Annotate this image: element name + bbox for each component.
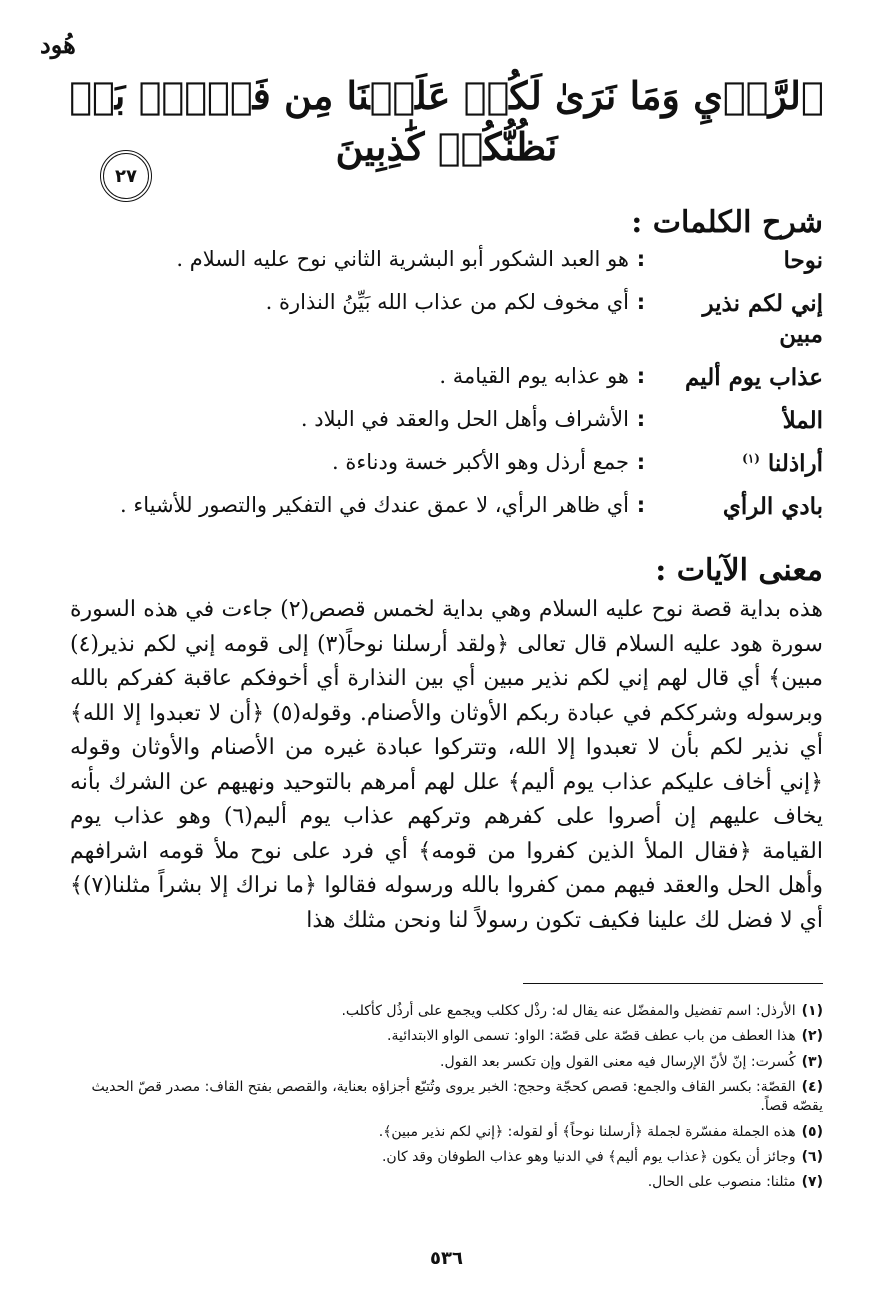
- footnote-text: هذه الجملة مفسّرة لجملة ﴿أرسلنا نوحاً﴾ أو لقوله: ﴿إني لكم نذير مبين﴾.: [378, 1123, 796, 1140]
- vocab-definition: الأشراف وأهل الحل والعقد في البلاد .: [300, 407, 629, 432]
- footnote-text: هذا العطف من باب عطف قصّة على قصّة: الواو: تسمى الواو الابتدائية.: [387, 1028, 796, 1045]
- footnote-number: (١): [801, 1003, 823, 1019]
- vocab-term: نوحا: [783, 247, 823, 274]
- footnote: [70, 1173, 823, 1192]
- footnote-divider: [523, 983, 823, 984]
- vocab-term: إني لكم نذير مبين: [702, 290, 823, 349]
- vocab-term: أراذلنا: [767, 450, 823, 478]
- vocab-definition: هو عذابه يوم القيامة .: [439, 364, 629, 389]
- footnote: [70, 1078, 823, 1117]
- vocab-row: [70, 245, 823, 276]
- footnote-text: وجائز أن يكون ﴿عذاب يوم أليم﴾ في الدنيا وهو عذاب الطوفان وقد كان.: [381, 1148, 796, 1165]
- footnote-number: (٢): [801, 1028, 823, 1045]
- footnote-number: (٣): [801, 1053, 823, 1070]
- vocab-colon: :: [636, 290, 646, 315]
- footnote-text: كُسرت: إنّ لأنّ الإرسال فيه معنى القول وإن تكسر بعد القول.: [440, 1053, 796, 1070]
- vocab-section-title: شرح الكلمات :: [631, 205, 823, 240]
- vocab-list: [70, 245, 823, 534]
- surah-header: هُود: [40, 30, 76, 59]
- vocab-row: [70, 405, 823, 436]
- footnote-marker: (١): [742, 451, 760, 466]
- footnote-text: الأرذل: اسم تفضيل والمفضّل عنه يقال له: رذْل ككلب ويجمع على أرذُل كأكلب.: [341, 1003, 796, 1019]
- meaning-paragraph: هذه بداية قصة نوح عليه السلام وهي بداية لخمس قصص(٢) جاءت في هذه السورة سورة هود عليه السلام قال تعالى ﴿ولقد أرسلنا نوحاً(٣) إلى قومه إني لكم نذير(٤) مبين﴾ أي قال لهم إني لكم نذير مبين أي بين النذارة أي أخوفكم عاقبة كفركم بالله وبرسوله وشرككم في عبادة ربكم الأوثان والأصنام. وقوله(٥) ﴿أن لا تعبدوا إلا الله﴾ أي نذير لكم بأن لا تعبدوا إلا الله، وتتركوا عبادة غيره من الأصنام والأوثان وقوله ﴿إني أخاف عليكم عذاب يوم أليم﴾ علل لهم أمرهم بالتوحيد ونهيهم عن الشرك بأنه يخاف عليهم إن أصروا على كفرهم وتركهم عذاب يوم أليم(٦) وهو عذاب يوم القيامة ﴿فقال الملأ الذين كفروا من قومه﴾ أي فرد على نوح ملأ قومه اشرافهم وأهل الحل والعقد فيهم ممن كفروا بالله ورسوله فقالوا ﴿ما نراك إلا بشراً مثلنا(٧)﴾ أي لا فضل لك علينا فكيف تكون رسولاً لنا ونحن مثلك هذا: [70, 597, 823, 933]
- vocab-colon: :: [636, 450, 646, 475]
- footnotes-list: [70, 1002, 823, 1199]
- vocab-term: عذاب يوم أليم: [684, 364, 823, 392]
- footnote-number: (٥): [801, 1123, 823, 1140]
- vocab-term-wrapper: [653, 448, 823, 479]
- vocab-colon: :: [636, 407, 646, 432]
- vocab-row: [70, 362, 823, 393]
- footnote: [70, 1053, 823, 1072]
- footnote: [70, 1027, 823, 1046]
- vocab-term: الملأ: [782, 407, 823, 435]
- footnote-number: (٦): [801, 1148, 823, 1165]
- vocab-term: بادي الرأي: [722, 493, 823, 521]
- ayah-number-badge: ٢٧: [100, 150, 152, 202]
- footnote-text: مثلنا: منصوب على الحال.: [647, 1174, 796, 1191]
- vocab-definition: أي مخوف لكم من عذاب الله بَيِّنُ النذارة .: [265, 290, 629, 315]
- vocab-row: [70, 491, 823, 522]
- meaning-section-title: معنى الآيات :: [655, 553, 823, 588]
- vocab-definition: جمع أرذل وهو الأكبر خسة ودناءة .: [332, 450, 629, 475]
- vocab-definition: هو العبد الشكور أبو البشرية الثاني نوح عليه السلام .: [176, 247, 629, 271]
- footnote-text: القصّة: بكسر القاف والجمع: قصص كحجّة وحجج: الخبر يروى وتُتبّع أجزاؤه بعناية، والقصص بفتح القاف: مصدر قصّ الحديث يقصّه قصاً.: [91, 1078, 823, 1115]
- vocab-definition: أي ظاهر الرأي، لا عمق عندك في التفكير والتصور للأشياء .: [119, 493, 629, 518]
- vocab-colon: :: [636, 364, 646, 389]
- ayah-text: ٱلرَّأۡيِ وَمَا نَرَىٰ لَكُمۡ عَلَيۡنَا مِن فَضۡلِۭ بَلۡ نَظُنُّكُمۡ كَٰذِبِينَ: [69, 73, 824, 170]
- vocab-colon: :: [636, 493, 646, 518]
- page-number: ٥٣٦: [430, 1248, 463, 1269]
- footnote: [70, 1002, 823, 1021]
- footnote: [70, 1148, 823, 1167]
- vocab-colon: :: [636, 247, 646, 271]
- vocab-row: [70, 288, 823, 350]
- footnote-number: (٤): [801, 1078, 823, 1095]
- footnote-number: (٧): [801, 1174, 823, 1191]
- vocab-row: [70, 448, 823, 479]
- footnote: [70, 1123, 823, 1142]
